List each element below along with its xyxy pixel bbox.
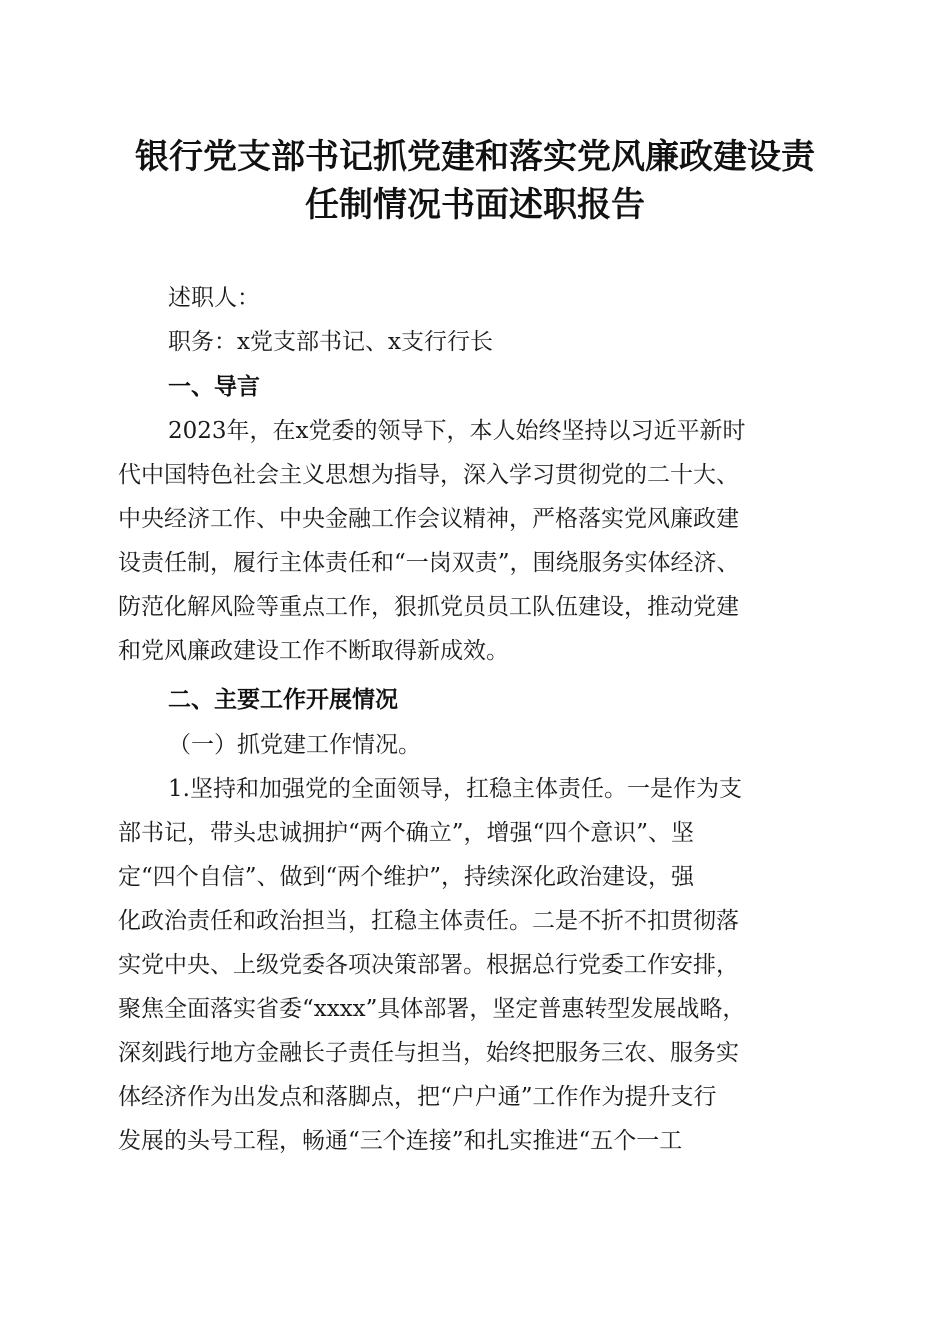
paragraph-line: 定“四个自信”、做到“两个维护”，持续深化政治建设，强 <box>118 864 695 890</box>
paragraph-line: 深刻践行地方金融长子责任与担当，始终把服务三农、服务实 <box>118 1040 739 1066</box>
section-heading-main-work: 二、主要工作开展情况 <box>168 687 398 713</box>
paragraph-line: 实党中央、上级党委各项决策部署。根据总行党委工作安排， <box>118 952 739 978</box>
paragraph-line: 2023年，在x党委的领导下，本人始终坚持以习近平新时 <box>168 418 746 444</box>
position-line: 职务：x党支部书记、x支行行长 <box>168 329 493 355</box>
paragraph-line: 聚焦全面落实省委“xxxx”具体部署，坚定普惠转型发展战略， <box>118 996 746 1022</box>
paragraph-line: 和党风廉政建设工作不断取得新成效。 <box>118 638 509 664</box>
paragraph-line: 体经济作为出发点和落脚点，把“户户通”工作作为提升支行 <box>118 1084 717 1110</box>
section-heading-introduction: 一、导言 <box>168 374 260 400</box>
document-title-line-2: 任制情况书面述职报告 <box>305 185 645 225</box>
paragraph-line: 代中国特色社会主义思想为指导，深入学习贯彻党的二十大、 <box>118 462 739 488</box>
paragraph-line: 部书记，带头忠诚拥护“两个确立”，增强“四个意识”、坚 <box>118 820 695 846</box>
paragraph-line: 1.坚持和加强党的全面领导，扛稳主体责任。一是作为支 <box>168 776 742 802</box>
paragraph-line: 发展的头号工程，畅通“三个连接”和扎实推进“五个一工 <box>118 1128 683 1154</box>
paragraph-line: 化政治责任和政治担当，扛稳主体责任。二是不折不扣贯彻落 <box>118 908 739 934</box>
paragraph-line: 设责任制，履行主体责任和“一岗双责”，围绕服务实体经济、 <box>118 550 740 576</box>
reporter-label: 述职人： <box>168 285 260 311</box>
paragraph-line: 防范化解风险等重点工作，狠抓党员员工队伍建设，推动党建 <box>118 594 739 620</box>
subsection-heading-party-building: （一）抓党建工作情况。 <box>168 732 421 758</box>
paragraph-line: 中央经济工作、中央金融工作会议精神，严格落实党风廉政建 <box>118 506 739 532</box>
document-title-line-1: 银行党支部书记抓党建和落实党风廉政建设责 <box>135 137 815 177</box>
